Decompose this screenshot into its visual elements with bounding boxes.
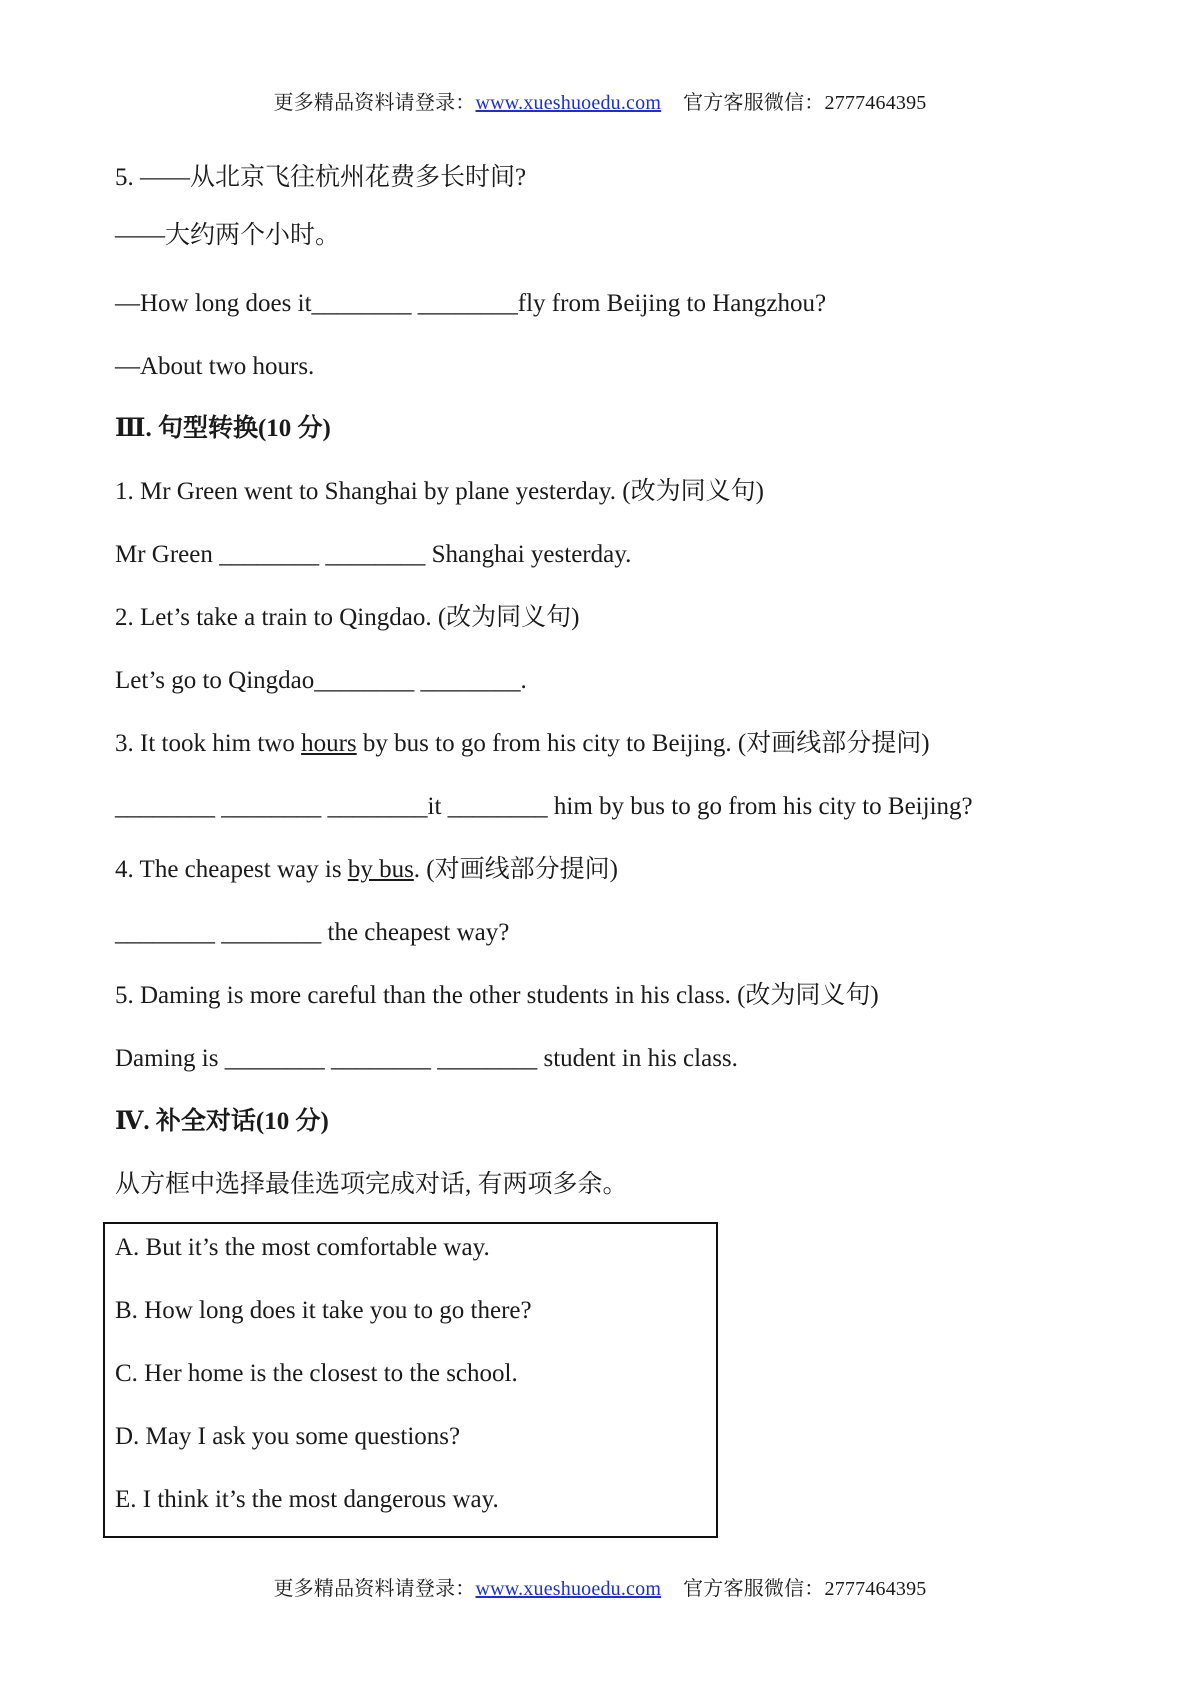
option-d: D. May I ask you some questions?: [115, 1423, 461, 1450]
footer-url-link[interactable]: www.xueshuoedu.com: [475, 1578, 662, 1600]
page-footer: [0, 1572, 1200, 1601]
option-c: C. Her home is the closest to the school.: [115, 1360, 518, 1387]
s3-q3-before: 3. It took him two: [115, 730, 302, 757]
s3-q3-answer: ________ ________ ________it ________ him by bus to go from his city to Beijing?: [115, 793, 973, 820]
section3-title: Ⅲ. 句型转换(10 分): [115, 415, 331, 442]
s3-q1-answer: Mr Green ________ ________ Shanghai yesterday.: [115, 541, 632, 568]
options-box: [103, 1222, 718, 1538]
q5-chinese-question: 5. ——从北京飞往杭州花费多长时间?: [115, 164, 527, 191]
s3-q4-after: . (对画线部分提问): [413, 856, 618, 883]
q5-english-answer: —About two hours.: [115, 353, 315, 380]
s3-q2: 2. Let’s take a train to Qingdao. (改为同义句): [115, 604, 580, 631]
page-header: [0, 86, 1200, 115]
s3-q3-underlined: hours: [301, 730, 357, 757]
section4-title: Ⅳ. 补全对话(10 分): [115, 1108, 329, 1135]
s3-q5: 5. Daming is more careful than the other students in his class. (改为同义句): [115, 982, 879, 1009]
s3-q5-answer: Daming is ________ ________ ________ student in his class.: [115, 1045, 738, 1072]
option-b: B. How long does it take you to go there?: [115, 1297, 532, 1324]
option-e: E. I think it’s the most dangerous way.: [115, 1486, 499, 1513]
s3-q4-before: 4. The cheapest way is: [115, 856, 348, 883]
q5-chinese-answer: ——大约两个小时。: [115, 222, 341, 249]
s3-q3: [115, 728, 930, 760]
header-wechat: 官方客服微信：2777464395: [683, 92, 927, 114]
header-url-link[interactable]: www.xueshuoedu.com: [475, 92, 662, 114]
footer-wechat: 官方客服微信：2777464395: [683, 1578, 927, 1600]
s3-q2-answer: Let’s go to Qingdao________ ________.: [115, 667, 527, 694]
header-prefix: 更多精品资料请登录：: [273, 92, 476, 114]
option-a: A. But it’s the most comfortable way.: [115, 1234, 490, 1261]
s3-q4: [115, 854, 618, 886]
s3-q1: 1. Mr Green went to Shanghai by plane yesterday. (改为同义句): [115, 478, 764, 505]
s3-q4-underlined: by bus: [347, 856, 414, 883]
footer-prefix: 更多精品资料请登录：: [273, 1578, 476, 1600]
q5-english-question: —How long does it________ ________fly from Beijing to Hangzhou?: [115, 290, 827, 317]
s3-q3-after: by bus to go from his city to Beijing. (对画线部分提问): [356, 730, 930, 757]
s4-instruction: 从方框中选择最佳选项完成对话, 有两项多余。: [115, 1171, 628, 1198]
s3-q4-answer: ________ ________ the cheapest way?: [115, 919, 510, 946]
